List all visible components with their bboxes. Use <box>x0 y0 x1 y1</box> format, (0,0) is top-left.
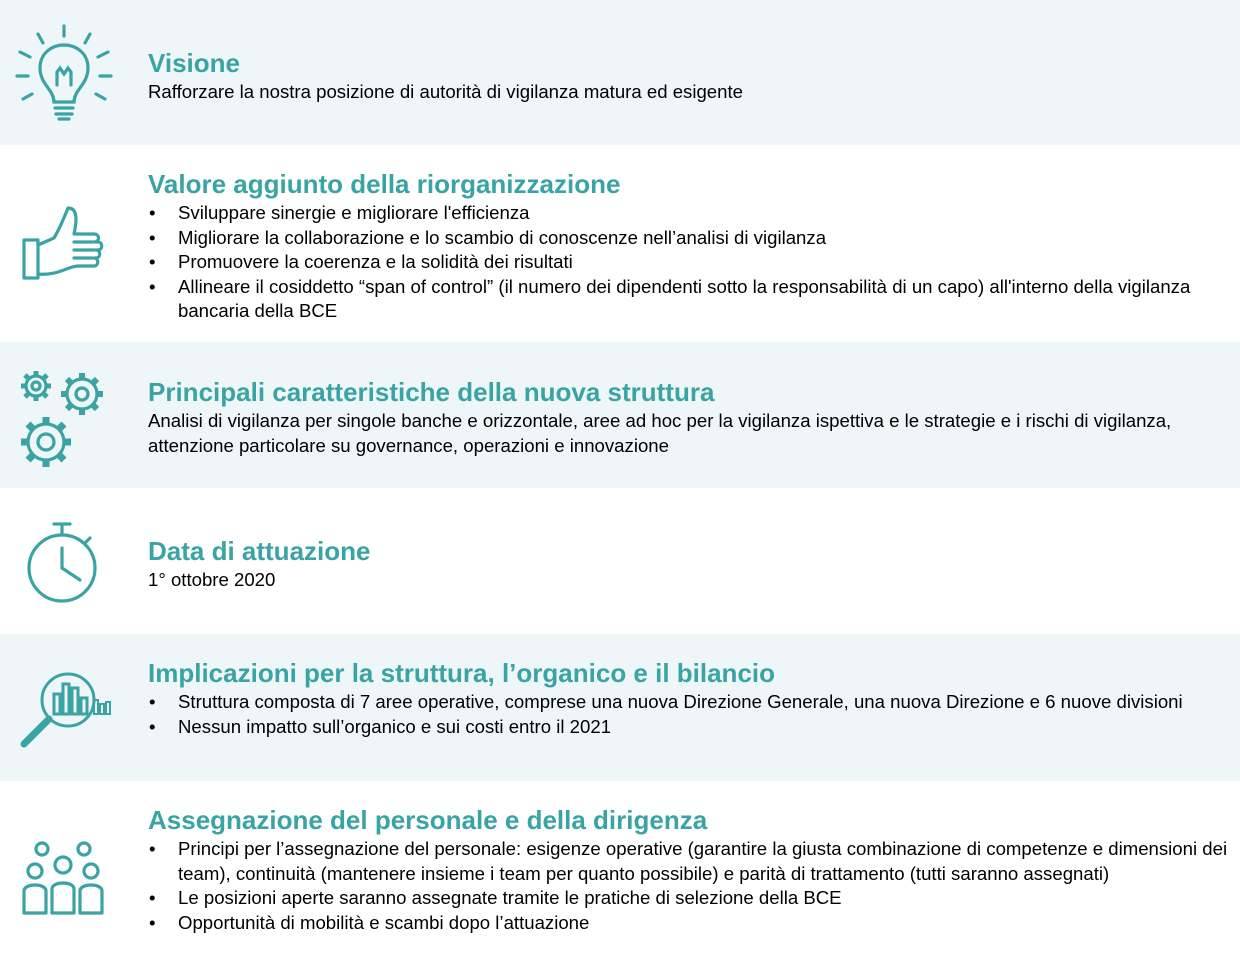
section-text <box>148 658 1228 739</box>
lightbulb-icon <box>10 14 118 122</box>
bullet-list <box>148 690 1228 739</box>
section-body: 1° ottobre 2020 <box>148 569 276 590</box>
bullet-list <box>148 201 1228 324</box>
section-valore-aggiunto <box>0 145 1240 342</box>
list-item: • Promuovere la coerenza e la solidità dei risultati <box>148 250 1228 275</box>
stopwatch-icon <box>10 510 118 618</box>
magnifier-chart-icon <box>10 662 118 770</box>
list-item: • Struttura composta di 7 aree operative, comprese una nuova Direzione Generale, una nuova Direzione e 6 nuove divisioni <box>148 690 1228 715</box>
section-body: Rafforzare la nostra posizione di autorità di vigilanza matura ed esigente <box>148 81 743 102</box>
list-item: • Migliorare la collaborazione e lo scambio di conoscenze nell’analisi di vigilanza <box>148 226 1228 251</box>
list-item: • Nessun impatto sull’organico e sui costi entro il 2021 <box>148 715 1228 740</box>
section-text <box>148 805 1228 935</box>
section-text <box>148 48 1228 105</box>
people-group-icon <box>10 829 118 937</box>
section-title: Valore aggiunto della riorganizzazione <box>148 169 621 199</box>
section-title: Visione <box>148 48 241 78</box>
section-text <box>148 377 1228 458</box>
list-item: • Opportunità di mobilità e scambi dopo l’attuazione <box>148 911 1228 936</box>
gears-icon <box>10 364 118 472</box>
section-text <box>148 169 1228 324</box>
list-item: • Sviluppare sinergie e migliorare l'efficienza <box>148 201 1228 226</box>
section-body: Analisi di vigilanza per singole banche e orizzontale, aree ad hoc per la vigilanza ispettiva e le strategie e i rischi di vigilanza, attenzione particolare su governance, operazioni e innovazione <box>148 410 1172 456</box>
section-title: Data di attuazione <box>148 536 371 566</box>
list-item: • Le posizioni aperte saranno assegnate tramite le pratiche di selezione della BCE <box>148 886 1228 911</box>
section-title: Assegnazione del personale e della dirigenza <box>148 805 708 835</box>
list-item: • Allineare il cosiddetto “span of control” (il numero dei dipendenti sotto la responsabilità di un capo) all'interno della vigilanza bancaria della BCE <box>148 275 1228 324</box>
section-implicazioni <box>0 634 1240 781</box>
section-caratteristiche <box>0 342 1240 488</box>
section-assegnazione <box>0 781 1240 973</box>
thumbs-up-icon <box>10 190 118 298</box>
section-visione <box>0 0 1240 145</box>
section-text <box>148 536 1228 593</box>
section-data-attuazione <box>0 488 1240 634</box>
section-title: Implicazioni per la struttura, l’organico e il bilancio <box>148 658 776 688</box>
list-item: • Principi per l’assegnazione del personale: esigenze operative (garantire la giusta combinazione di competenze e dimensioni dei team), continuità (mantenere insieme i team per quanto possibile) e parità di trattamento (tutti saranno assegnati) <box>148 837 1228 886</box>
section-title: Principali caratteristiche della nuova struttura <box>148 377 715 407</box>
bullet-list <box>148 837 1228 935</box>
